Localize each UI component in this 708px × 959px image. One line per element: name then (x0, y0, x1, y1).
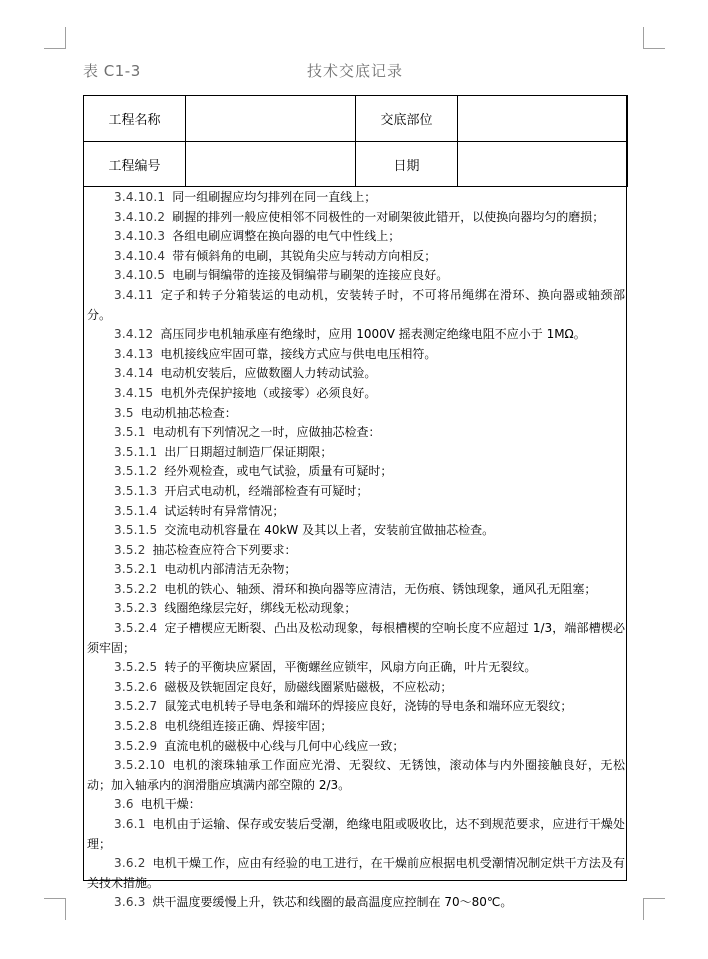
clause-number: 3.4.10.3 (114, 229, 166, 244)
clause-number: 3.4.14 (114, 366, 154, 381)
clause-paragraph (87, 423, 625, 443)
clause-number: 3.5.1.3 (114, 483, 158, 498)
clause-number: 3.5.1.2 (114, 464, 158, 479)
clause-text: 定子槽楔应无断裂、凸出及松动现象，每根槽楔的空响长度不应超过 1/3，端部槽楔必须牢固； (87, 621, 625, 655)
clause-number: 3.5.2.1 (114, 562, 158, 577)
crop-mark-top-right (643, 27, 665, 49)
clause-text: 电机的滚珠轴承工作面应光滑、无裂纹、无锈蚀，滚动体与内外圈接触良好，无松动；加入轴承内的润滑脂应填满内部空隙的 2/3。 (87, 758, 625, 792)
clause-number: 3.5.2.2 (114, 581, 158, 596)
clause-paragraph (87, 737, 625, 757)
date-label: 日期 (356, 142, 458, 187)
clause-paragraph (87, 795, 625, 815)
location-field[interactable] (458, 96, 628, 142)
clause-number: 3.5.1.5 (114, 523, 158, 538)
date-field[interactable] (458, 142, 628, 187)
clause-number: 3.5 (114, 405, 134, 420)
clause-text: 抽芯检查应符合下列要求： (152, 542, 297, 557)
clause-paragraph (87, 188, 625, 208)
disclosure-content (84, 188, 627, 913)
form-code: 表 C1-3 (83, 62, 141, 80)
clause-number: 3.4.10.5 (114, 268, 166, 283)
clause-text: 烘干温度要缓慢上升，铁芯和线圈的最高温度应控制在 70～80℃。 (152, 895, 513, 910)
clause-text: 出厂日期超过制造厂保证期限； (164, 444, 333, 459)
header-row (84, 142, 628, 187)
clause-paragraph (87, 462, 625, 482)
clause-paragraph (87, 286, 625, 325)
clause-paragraph (87, 227, 625, 247)
record-header-table (83, 95, 628, 187)
clause-number: 3.6.2 (114, 856, 146, 871)
clause-paragraph (87, 384, 625, 404)
clause-text: 试运转时有异常情况； (164, 503, 285, 518)
clause-number: 3.5.2.9 (114, 738, 158, 753)
clause-paragraph (87, 345, 625, 365)
clause-text: 同一组刷握应均匀排列在同一直线上； (172, 190, 377, 204)
clause-number: 3.5.2.10 (114, 758, 166, 773)
clause-number: 3.5.2.3 (114, 601, 158, 616)
clause-text: 高压同步电机轴承座有绝缘时，应用 1000V 摇表测定绝缘电阻不应小于 1MΩ。 (160, 327, 586, 342)
project-name-field[interactable] (186, 96, 356, 142)
clause-paragraph (87, 266, 625, 286)
clause-text: 电机外壳保护接地（或接零）必须良好。 (160, 385, 377, 400)
clause-number: 3.5.1.4 (114, 503, 158, 518)
clause-paragraph (87, 521, 625, 541)
clause-paragraph (87, 208, 625, 228)
clause-paragraph (87, 854, 625, 893)
header-row (84, 96, 628, 142)
clause-number: 3.4.13 (114, 346, 154, 361)
clause-number: 3.4.10.4 (114, 248, 166, 263)
project-name-label: 工程名称 (84, 96, 186, 142)
document-title: 技术交底记录 (306, 62, 403, 80)
clause-number: 3.6.3 (114, 895, 146, 910)
clause-number: 3.5.2.7 (114, 699, 158, 714)
crop-mark-bottom-right (643, 898, 665, 920)
clause-paragraph (87, 697, 625, 717)
clause-text: 磁极及铁轭固定良好，励磁线圈紧贴磁极，不应松动； (164, 679, 453, 694)
clause-number: 3.5.1 (114, 425, 146, 440)
clause-paragraph (87, 815, 625, 854)
clause-text: 电机的铁心、轴颈、滑环和换向器等应清洁，无伤痕、锈蚀现象，通风孔无阻塞； (164, 581, 597, 596)
clause-number: 3.4.11 (114, 287, 154, 302)
clause-text: 刷握的排列一般应使相邻不同极性的一对刷架彼此错开，以使换向器均匀的磨损； (172, 209, 605, 224)
clause-text: 电动机内部清洁无杂物； (164, 562, 297, 577)
clause-paragraph (87, 599, 625, 619)
clause-paragraph (87, 502, 625, 522)
clause-text: 定子和转子分箱装运的电动机，安装转子时，不可将吊绳绑在滑环、换向器或轴颈部分。 (87, 287, 625, 322)
clause-text: 直流电机的磁极中心线与几何中心线应一致； (164, 738, 405, 753)
clause-number: 3.5.2.5 (114, 660, 158, 675)
clause-text: 线圈绝缘层完好，绑线无松动现象； (164, 601, 357, 616)
project-no-label: 工程编号 (84, 142, 186, 187)
clause-paragraph (87, 404, 625, 424)
clause-paragraph (87, 756, 625, 795)
clause-number: 3.4.10.1 (114, 190, 166, 204)
clause-paragraph (87, 678, 625, 698)
clause-text: 电机干燥： (140, 797, 201, 812)
clause-paragraph (87, 717, 625, 737)
clause-paragraph (87, 580, 625, 600)
clause-paragraph (87, 658, 625, 678)
clause-number: 3.5.2.6 (114, 679, 158, 694)
clause-paragraph (87, 443, 625, 463)
clause-text: 电机绕组连接正确、焊接牢固； (164, 719, 333, 734)
clause-text: 电刷与铜编带的连接及铜编带与刷架的连接应良好。 (172, 268, 449, 283)
clause-number: 3.5.1.1 (114, 444, 158, 459)
clause-text: 电动机安装后，应做数圈人力转动试验。 (160, 366, 377, 381)
clause-text: 电动机有下列情况之一时，应做抽芯检查： (152, 425, 381, 440)
clause-paragraph (87, 364, 625, 384)
clause-text: 电机干燥工作，应由有经验的电工进行，在干燥前应根据电机受潮情况制定烘干方法及有关技术措施。 (87, 856, 625, 890)
clause-text: 鼠笼式电机转子导电条和端环的焊接应良好，浇铸的导电条和端环应无裂纹； (164, 699, 573, 714)
clause-number: 3.5.2 (114, 542, 146, 557)
clause-text: 电机由于运输、保存或安装后受潮，绝缘电阻或吸收比，达不到规范要求，应进行干燥处理； (87, 817, 625, 851)
clause-text: 交流电动机容量在 40kW 及其以上者，安装前宜做抽芯检查。 (164, 523, 495, 538)
clause-text: 带有倾斜角的电刷，其锐角尖应与转动方向相反； (172, 248, 437, 263)
clause-paragraph (87, 247, 625, 267)
clause-text: 电机接线应牢固可靠，接线方式应与供电电压相符。 (160, 346, 437, 361)
clause-paragraph (87, 560, 625, 580)
record-sheet (83, 95, 627, 910)
clause-paragraph (87, 325, 625, 345)
clause-text: 经外观检查，或电气试验，质量有可疑时； (164, 464, 393, 479)
crop-mark-top-left (44, 27, 66, 49)
clause-text: 电动机抽芯检查： (140, 405, 237, 420)
clause-text: 开启式电动机，经端部检查有可疑时； (164, 483, 369, 498)
clause-paragraph (87, 541, 625, 561)
crop-mark-bottom-left (44, 898, 66, 920)
clause-number: 3.5.2.4 (114, 621, 158, 636)
clause-paragraph (87, 619, 625, 658)
clause-paragraph (87, 893, 625, 913)
location-label: 交底部位 (356, 96, 458, 142)
clause-paragraph (87, 482, 625, 502)
clause-text: 转子的平衡块应紧固，平衡螺丝应锁牢，风扇方向正确，叶片无裂纹。 (164, 660, 537, 675)
clause-text: 各组电刷应调整在换向器的电气中性线上； (172, 229, 401, 244)
clause-number: 3.4.12 (114, 327, 154, 342)
clause-number: 3.5.2.8 (114, 719, 158, 734)
clause-number: 3.4.15 (114, 385, 154, 400)
clause-number: 3.4.10.2 (114, 209, 166, 224)
clause-number: 3.6.1 (114, 817, 146, 831)
project-no-field[interactable] (186, 142, 356, 187)
clause-number: 3.6 (114, 797, 134, 812)
